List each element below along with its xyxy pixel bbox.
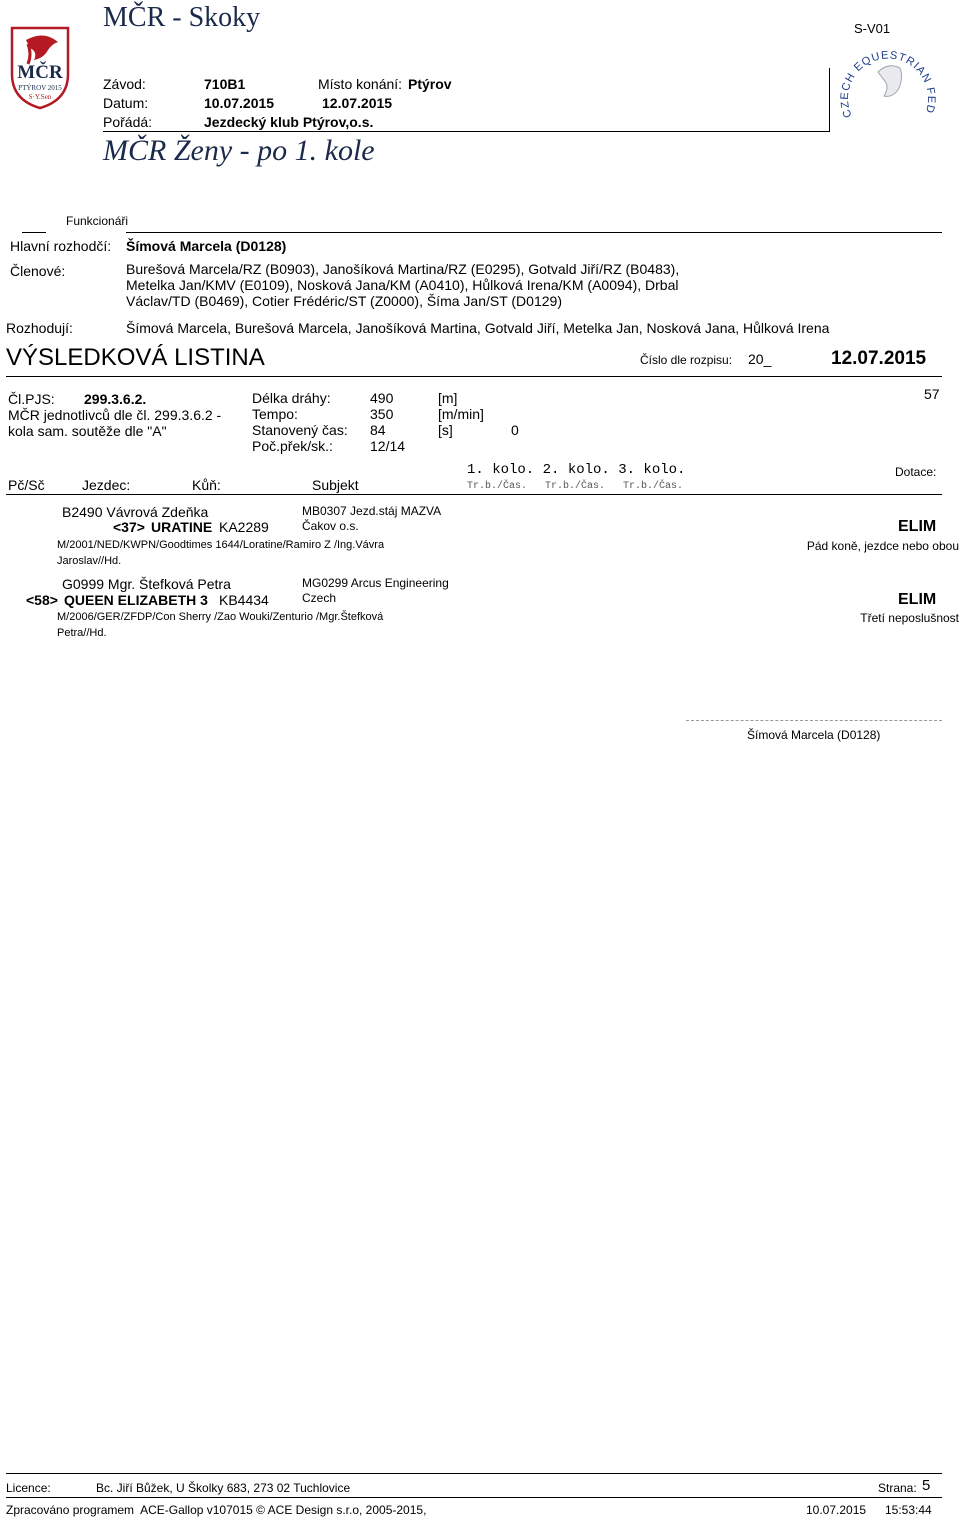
program-info: Zpracováno programem ACE-Gallop v107015 © ACE Design s.r.o, 2005-2015,: [6, 1503, 427, 1517]
cas-unit: [s]: [438, 422, 453, 438]
prek-label: Poč.přek/sk.:: [252, 438, 333, 454]
col-dotace: Dotace:: [895, 465, 937, 479]
entry-1-subject-line1: MB0307 Jezd.stáj MAZVA: [302, 504, 442, 518]
datum-from: 10.07.2015: [204, 95, 275, 111]
col-kolo-header: 1. kolo. 2. kolo. 3. kolo.: [467, 462, 686, 478]
logo-arc-text: CZECH EQUESTRIAN FED: [838, 49, 938, 120]
footer-time: 15:53:44: [885, 1503, 932, 1517]
footer-date: 10.07.2015: [806, 1503, 867, 1517]
entry-2-horse-name: QUEEN ELIZABETH 3: [64, 592, 208, 608]
entry-1-reason: Pád koně, jezdce nebo obou: [806, 539, 959, 553]
entry-1-horse-name: URATINE: [151, 519, 213, 535]
officials-rule-left: [22, 232, 46, 233]
entry-2-pedigree-line1: M/2006/GER/ZFDP/Con Sherry /Zao Wouki/Zenturio /Mgr.Štefková: [57, 611, 384, 623]
clenove-label: Členové:: [10, 263, 66, 279]
logo-line1: PTÝROV 2015: [18, 84, 62, 92]
entry-2-rider: G0999 Mgr. Štefková Petra: [62, 576, 231, 592]
strana-value: 5: [922, 1477, 931, 1494]
entry-2-result: ELIM: [898, 591, 937, 608]
results-heading: VÝSLEDKOVÁ LISTINA: [6, 344, 265, 371]
pjs-value: 299.3.6.2.: [84, 391, 147, 407]
officials-section-label: Funkcionáři: [66, 214, 129, 228]
zavod-label: Závod:: [103, 76, 146, 92]
cislo-label: Číslo dle rozpisu:: [640, 353, 733, 367]
entry-2-horse-id: KB4434: [219, 592, 269, 608]
clenove-line-1: Burešová Marcela/RZ (B0903), Janošíková Martina/RZ (E0295), Gotvald Jiří/RZ (B0483),: [126, 261, 680, 277]
page-title: MČR - Skoky: [103, 2, 261, 33]
misto-value: Ptýrov: [408, 76, 452, 92]
entry-1-pedigree-line1: M/2001/NED/KWPN/Goodtimes 1644/Loratine/Ramiro Z /Ing.Vávra: [57, 539, 385, 551]
misto-label: Místo konání:: [318, 76, 403, 92]
hlavni-label: Hlavní rozhodčí:: [10, 238, 112, 254]
datum-label: Datum:: [103, 95, 149, 111]
entry-1-horse-id: KA2289: [219, 519, 269, 535]
col-subjekt: Subjekt: [312, 477, 359, 493]
results-rule: [6, 376, 942, 377]
rozhoduji-value: Šímová Marcela, Burešová Marcela, Janošíková Martina, Gotvald Jiří, Metelka Jan, Nosková Jana, Hůlková Irena: [126, 320, 830, 336]
clenove-line-2: Metelka Jan/KMV (E0109), Nosková Jana/KM (A0410), Hůlková Irena/KM (A0094), Drbal: [126, 277, 679, 293]
mcr-ptyrov-logo: [4, 24, 76, 110]
zavod-value: 710B1: [204, 76, 246, 92]
czech-equestrian-federation-logo: [838, 36, 938, 136]
porada-value: Jezdecký klub Ptýrov,o.s.: [204, 114, 374, 130]
entry-1-result: ELIM: [898, 518, 937, 535]
competition-subtitle: MČR Ženy - po 1. kole: [103, 134, 375, 167]
delka-label: Délka dráhy:: [252, 390, 331, 406]
cas-value: 84: [370, 422, 386, 438]
results-date: 12.07.2015: [831, 348, 927, 369]
pjs-label: Čl.PJS:: [8, 391, 55, 407]
officials-rule: [126, 232, 942, 233]
delka-unit: [m]: [438, 390, 458, 406]
header-rule-right: [829, 68, 830, 131]
col-pc: Pč/Sč: [8, 477, 45, 493]
cas-extra: 0: [511, 422, 519, 438]
rozhoduji-label: Rozhodují:: [6, 320, 73, 336]
logo-brand: MČR: [17, 62, 63, 83]
competition-desc-line1: MČR jednotlivců dle čl. 299.3.6.2 -: [8, 407, 222, 423]
strana-label: Strana:: [878, 1481, 917, 1495]
cas-label: Stanovený čas:: [252, 422, 348, 438]
logo-line2: S·Y.Sen: [28, 93, 52, 101]
delka-value: 490: [370, 390, 394, 406]
entry-1-pedigree-line2: Jaroslav//Hd.: [57, 555, 122, 567]
starters-count: 57: [924, 386, 940, 402]
licence-value: Bc. Jiří Bůžek, U Školky 683, 273 02 Tuchlovice: [96, 1481, 351, 1495]
entry-2-horse-num: <58>: [26, 592, 58, 608]
clenove-line-3: Václav/TD (B0469), Cotier Frédéric/ST (Z0000), Šíma Jan/ST (D0129): [126, 293, 562, 309]
col-kun: Kůň:: [192, 477, 221, 493]
entry-2-reason: Třetí neposlušnost: [860, 611, 959, 625]
col-kolo-sub: Tr.b./Čas. Tr.b./Čas. Tr.b./Čas.: [467, 481, 684, 492]
tempo-value: 350: [370, 406, 394, 422]
entry-2-subject-line2: Czech: [302, 591, 337, 605]
entry-1-rider: B2490 Vávrová Zdeňka: [62, 504, 209, 520]
tempo-unit: [m/min]: [438, 406, 484, 422]
entry-2-subject-line1: MG0299 Arcus Engineering: [302, 576, 449, 590]
hlavni-value: Šímová Marcela (D0128): [126, 238, 287, 254]
licence-label: Licence:: [6, 1481, 51, 1495]
entry-2-pedigree-line2: Petra//Hd.: [57, 627, 107, 639]
tempo-label: Tempo:: [252, 406, 298, 422]
entry-1-horse-num: <37>: [113, 519, 145, 535]
cislo-value: 20_: [748, 351, 772, 367]
datum-to: 12.07.2015: [322, 95, 393, 111]
signature-name: Šímová Marcela (D0128): [747, 728, 881, 742]
col-jezdec: Jezdec:: [82, 477, 131, 493]
porada-label: Pořádá:: [103, 114, 153, 130]
prek-value: 12/14: [370, 438, 406, 454]
columns-rule: [6, 494, 942, 495]
footer-rule-top: [6, 1473, 942, 1474]
entry-1-subject-line2: Čakov o.s.: [302, 519, 359, 533]
footer-rule-bottom: [6, 1497, 942, 1498]
header-rule: [103, 131, 830, 132]
signature-line: [686, 720, 942, 721]
form-code: S-V01: [854, 21, 891, 36]
competition-desc-line2: kola sam. soutěže dle "A": [8, 423, 167, 439]
